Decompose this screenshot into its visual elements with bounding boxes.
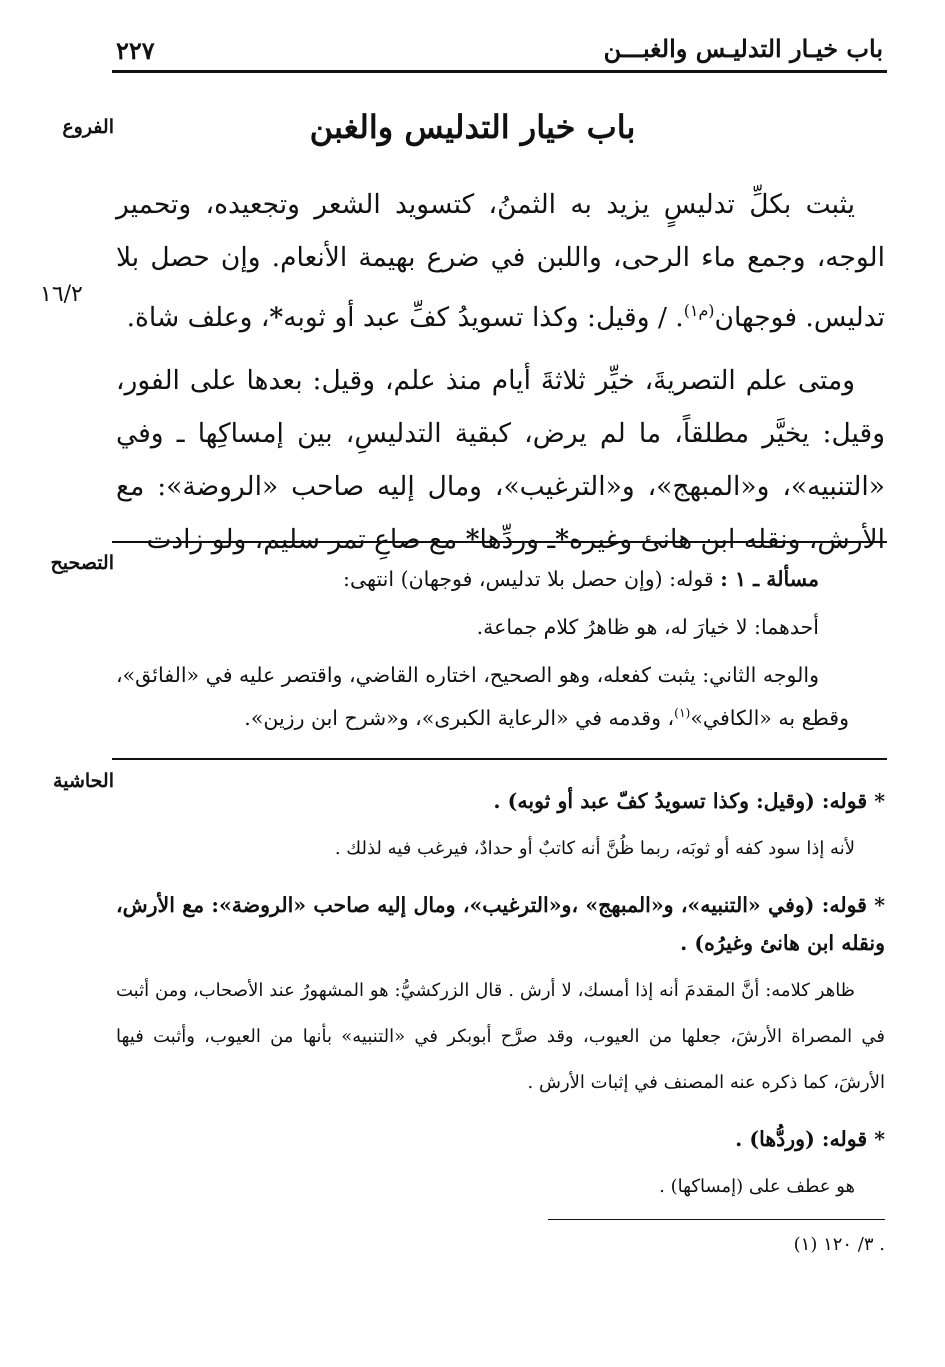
hashiya-comment-3: هو عطف على (إمساكها) . — [659, 1176, 855, 1197]
label-furu: الفروع — [62, 116, 114, 138]
tashih-paragraph-1: أحدهما: لا خيارَ له، هو ظاهرُ كلام جماعة. — [476, 615, 819, 639]
tashih-text — [116, 560, 849, 737]
main-paragraph-2: ومتى علم التصريةَ، خيِّر ثلاثةَ أيام منذ علم، وقيل: بعدها على الفور، وقيل: يخيَّر مطلقاً، ما لم يرض، كبقية التدليسِ، بين إمساكِها ـ وفي «التنبيه»، و«المبهج»، و«الترغيب»، ومال إليه صاحب «الروضة»: مع الأرش، ونقله ابن هانئ وغيره*ـ وردِّها* مع صاعِ تمر سليم، ولو زادت — [116, 364, 885, 555]
hashiya-quote-1: * قوله: (وقيل: وكذا تسويدُ كفّ عبد أو ثوبه) . — [493, 789, 885, 813]
label-hashiya: الحاشية — [53, 770, 114, 792]
running-title: باب خيـار التدليـس والغبـــن — [603, 34, 883, 63]
hashiya-text — [116, 782, 885, 1210]
margin-reference: ١٦/٢ — [40, 282, 83, 307]
footnote-marker: (م١) — [683, 301, 715, 320]
main-text — [116, 178, 885, 566]
chapter-title: باب خيار التدليس والغبن — [309, 108, 636, 146]
header-rule — [112, 70, 887, 73]
hashiya-quote-2: * قوله: (وفي «التنبيه»، و«المبهج» ،و«الترغيب»، ومال إليه صاحب «الروضة»: مع الأرش، ونقله ابن هانئ وغيرُه) . — [116, 893, 885, 955]
hashiya-quote-3: * قوله: (وردُّها) . — [735, 1127, 885, 1151]
section-divider-hashiya — [112, 758, 887, 760]
label-tashih: التصحيح — [50, 552, 114, 574]
section-divider-tashih — [112, 541, 887, 543]
hashiya-comment-1: لأنه إذا سود كفه أو ثوبَه، ربما ظُنَّ أنه كاتبٌ أو حدادٌ، فيرغب فيه لذلك . — [334, 838, 855, 859]
main-paragraph-1: يثبت بكلِّ تدليسٍ يزيد به الثمنُ، كتسويد الشعر وتجعيده، وتحمير الوجه، وجمع ماء الرحى، واللبن في ضرع بهيمة الأنعام. وإن حصل بلا تدليس. فوجهان$^{(م١)}$. / وقيل: وكذا تسويدُ كفِّ عبد أو ثوبه*، وعلف شاة. — [116, 189, 885, 333]
tashih-paragraph-2: والوجه الثاني: يثبت كفعله، وهو الصحيح، اختاره القاضي، واقتصر عليه في «الفائق»، وقطع به «الكافي»$^{(١)}$، وقدمه في «الرعاية الكبرى»، و«شرح ابن رزين». — [116, 663, 849, 730]
tashih-intro: مسألة ـ ١ : قوله: (وإن حصل بلا تدليس، فوجهان) انتهى: — [343, 567, 819, 591]
footnote-rule — [548, 1219, 885, 1220]
page-number: ٢٢٧ — [116, 36, 155, 65]
hashiya-comment-2: ظاهر كلامه: أنَّ المقدمَ أنه إذا أمسك، لا أرش . قال الزركشيُّ: هو المشهورُ عند الأصحاب، ومن أثبت في المصراة الأرشَ، جعلها من العيوب، وقد صرَّح أبوبكر في «التنبيه» بأنها من العيوب، وأثبت فيها الأرشَ، كما ذكره عنه المصنف في إثبات الأرش . — [116, 980, 885, 1093]
footnote: (١) ٣/ ١٢٠ . — [793, 1234, 885, 1255]
